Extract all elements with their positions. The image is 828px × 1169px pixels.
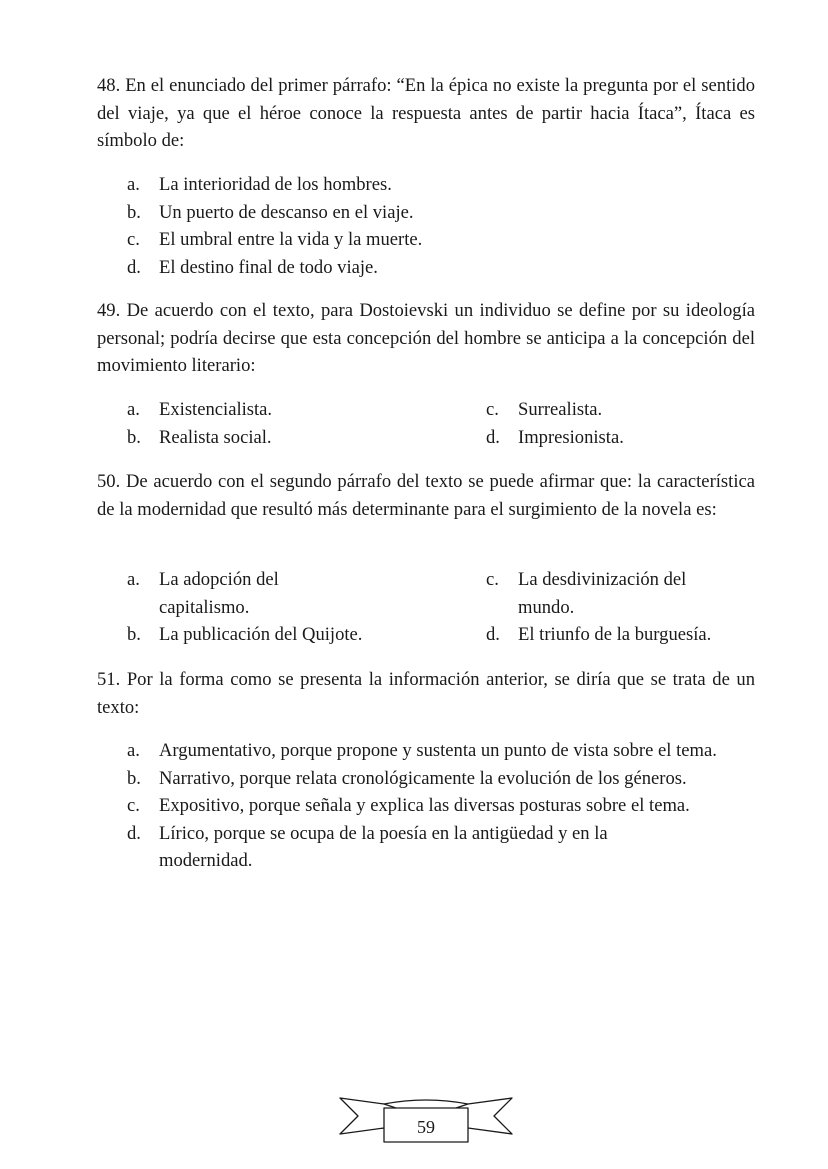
question-48-options (127, 171, 787, 281)
question-48-text: 48. En el enunciado del primer párrafo: “En la épica no existe la pregunta por el sentido del viaje, ya que el héroe conoce la respuesta antes de partir hacia Ítaca”, Ítaca es símbolo de: (97, 75, 755, 151)
option-letter: d. (486, 426, 500, 448)
option-letter: c. (127, 795, 140, 816)
option-text: El destino final de todo viaje. (159, 256, 378, 278)
options-column-right (486, 566, 776, 649)
option-letter: d. (127, 256, 141, 278)
options-column-right (486, 396, 776, 451)
option-text: Expositivo, porque señala y explica las diversas posturas sobre el tema. (159, 795, 690, 816)
option-letter: b. (127, 624, 141, 645)
option-51-a (127, 737, 729, 765)
option-letter: a. (127, 569, 140, 590)
option-letter: c. (486, 399, 499, 420)
option-text: El umbral entre la vida y la muerte. (159, 229, 423, 250)
option-51-b (127, 765, 787, 793)
option-letter: c. (127, 229, 140, 250)
option-48-c (127, 226, 787, 254)
option-51-d (127, 820, 659, 875)
question-50-text: 50. De acuerdo con el segundo párrafo del texto se puede afirmar que: la característica de la modernidad que resultó más determinante para el surgimiento de la novela es: (97, 471, 755, 520)
option-letter: c. (486, 569, 499, 590)
option-text: Argumentativo, porque propone y sustenta un punto de vista sobre el tema. (159, 740, 717, 761)
option-48-b (127, 199, 787, 227)
option-50-c (486, 566, 718, 621)
option-text: La adopción del capitalismo. (159, 569, 279, 618)
option-51-c (127, 792, 787, 820)
option-text: El triunfo de la burguesía. (518, 624, 712, 645)
option-48-a (127, 171, 787, 199)
option-letter: b. (127, 426, 141, 448)
option-text: La interioridad de los hombres. (159, 174, 392, 195)
page-number-ribbon (336, 1094, 516, 1154)
option-49-d (486, 424, 776, 452)
option-letter: d. (486, 624, 500, 645)
option-48-d (127, 254, 787, 282)
option-50-d (486, 621, 776, 649)
options-column-left (127, 566, 457, 649)
option-49-c (486, 396, 776, 424)
option-text: Impresionista. (518, 426, 624, 448)
question-51-options (127, 737, 787, 875)
option-letter: d. (127, 822, 141, 844)
options-column-left (127, 396, 457, 451)
option-letter: a. (127, 174, 140, 195)
page-number: 59 (417, 1117, 435, 1137)
option-letter: b. (127, 201, 141, 223)
option-letter: b. (127, 767, 141, 789)
option-50-b (127, 621, 457, 649)
option-letter: a. (127, 399, 140, 420)
option-49-b (127, 424, 457, 452)
option-49-a (127, 396, 457, 424)
option-text: Narrativo, porque relata cronológicamente la evolución de los géneros. (159, 767, 687, 789)
option-text: Un puerto de descanso en el viaje. (159, 201, 414, 223)
option-text: Realista social. (159, 426, 272, 448)
question-51-text: 51. Por la forma como se presenta la información anterior, se diría que se trata de un texto: (97, 669, 755, 718)
option-text: La publicación del Quijote. (159, 624, 363, 645)
question-49-text: 49. De acuerdo con el texto, para Dostoievski un individuo se define por su ideología personal; podría decirse que esta concepción del hombre se anticipa a la concepción del movimiento literario: (97, 300, 755, 376)
option-text: La desdivinización del mundo. (518, 569, 687, 618)
option-text: Existencialista. (159, 399, 273, 420)
option-text: Surrealista. (518, 399, 603, 420)
option-50-a (127, 566, 319, 621)
option-text: Lírico, porque se ocupa de la poesía en la antigüedad y en la modernidad. (159, 822, 608, 871)
option-letter: a. (127, 740, 140, 761)
